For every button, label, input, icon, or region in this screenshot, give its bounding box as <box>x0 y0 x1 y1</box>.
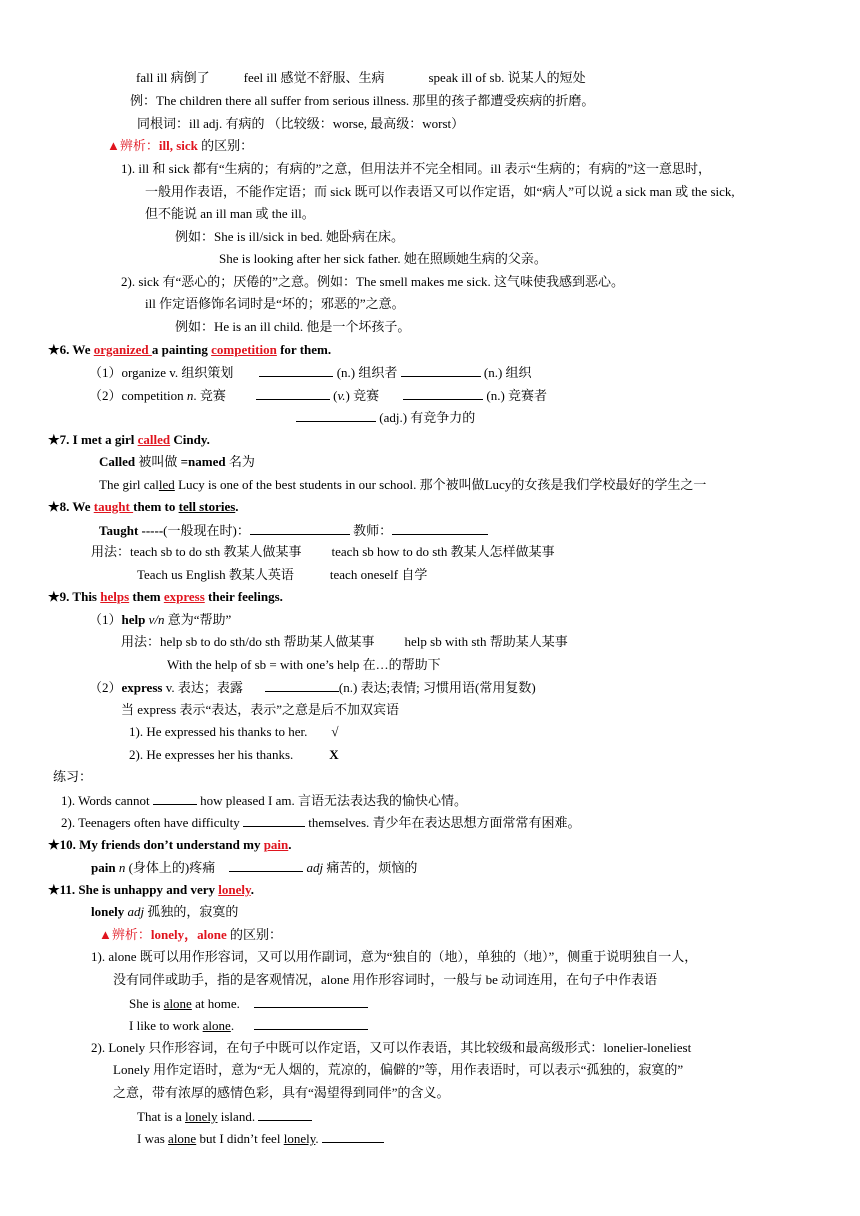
heading-9: ★9. This helps them express their feelings. <box>48 589 283 604</box>
line-help: （1）help v/n 意为“帮助” <box>89 612 232 627</box>
cross-mark-icon: X <box>329 747 339 762</box>
blank[interactable] <box>265 679 339 692</box>
line-example-illness: 例：The children there all suffer from serious illness. 那里的孩子都遭受疾病的折磨。 <box>130 93 595 108</box>
blank[interactable] <box>254 1017 368 1030</box>
line-lonely-2: 2). Lonely 只作形容词，在句子中既可以作定语，又可以作表语，其比较级和最高级形式：lonelier-loneliest <box>91 1040 692 1055</box>
line-distinguish-ill-sick: ▲辨析：ill, sick 的区别： <box>107 138 254 153</box>
line-pain: pain n (身体上的)疼痛 adj 痛苦的，烦恼的 <box>91 860 418 875</box>
heading-7: ★7. I met a girl called Cindy. <box>48 432 210 447</box>
line-teach-usage: 用法：teach sb to do sth 教某人做某事 teach sb how to do sth 教某人怎样做某事 <box>91 544 555 559</box>
line-ill-attributive: ill 作定语修饰名词时是“坏的；邪恶的”之意。 <box>145 296 405 311</box>
practice-2: 2). Teenagers often have difficulty themselves. 青少年在表达思想方面常常有困难。 <box>61 815 581 830</box>
line-alone-ex1: She is alone at home. <box>129 995 368 1012</box>
line-example-ill-child: 例如：He is an ill child. 他是一个坏孩子。 <box>175 319 411 334</box>
line-help-usage: 用法：help sb to do sth/do sth 帮助某人做某事 help sb with sth 帮助某人某事 <box>121 634 568 649</box>
line-express-note: 当 express 表示“表达，表示”之意是后不加双宾语 <box>121 702 400 717</box>
practice-1: 1). Words cannot how pleased I am. 言语无法表达我的愉快心情。 <box>61 793 467 808</box>
blank[interactable] <box>229 859 303 872</box>
line-ill-sick-1: 1). ill 和 sick 都有“生病的；有病的”之意，但用法并不完全相同。ill 表示“生病的；有病的”这一意思时， <box>121 161 712 176</box>
heading-11: ★11. She is unhappy and very lonely. <box>48 882 255 897</box>
line-lonely-ex1: That is a lonely island. <box>137 1108 312 1125</box>
line-organize: （1）organize v. 组织策划 (n.) 组织者 (n.) 组织 <box>89 365 532 380</box>
line-example-sick-bed: 例如：She is ill/sick in bed. 她卧病在床。 <box>175 229 404 244</box>
practice-label: 练习： <box>53 769 93 784</box>
line-competitive: (adj.) 有竞争力的 <box>296 409 475 426</box>
blank[interactable] <box>401 364 481 377</box>
line-taught: Taught -----(一般现在时)： 教师： <box>99 522 488 539</box>
line-lonely-2b: Lonely 用作定语时，意为“无人烟的，荒凉的，偏僻的”等，用作表语时，可以表示“孤独的，寂寞的” <box>113 1062 684 1077</box>
line-called: Called 被叫做 =named 名为 <box>99 454 255 469</box>
heading-6: ★6. We organized a painting competition for them. <box>48 342 332 357</box>
blank[interactable] <box>254 995 368 1008</box>
blank[interactable] <box>322 1130 384 1143</box>
line-ill-sick-1b: 一般用作表语，不能作定语；而 sick 既可以作表语又可以作定语，如“病人”可以说 a sick man 或 the sick, <box>145 184 735 199</box>
line-ill-sick-2: 2). sick 有“恶心的；厌倦的”之意。例如：The smell makes me sick. 这气味使我感到恶心。 <box>121 274 624 289</box>
blank[interactable] <box>258 1108 312 1121</box>
blank[interactable] <box>250 522 350 535</box>
line-lonely-2c: 之意，带有浓厚的感情色彩，具有“渴望得到同伴”的含义。 <box>113 1085 450 1100</box>
blank[interactable] <box>153 792 197 805</box>
line-express-ex2: 2). He expresses her his thanks. X <box>129 747 339 762</box>
line-cognate-ill: 同根词：ill adj. 有病的 （比较级：worse, 最高级：worst） <box>137 116 465 131</box>
blank[interactable] <box>296 409 376 422</box>
blank[interactable] <box>403 387 483 400</box>
blank[interactable] <box>256 387 330 400</box>
line-express: （2）express v. 表达；表露 (n.) 表达;表情; 习惯用语(常用复数) <box>89 680 536 695</box>
line-alone-1b: 没有同伴或助手，指的是客观情况，alone 用作形容词时，一般与 be 动词连用，在句子中作表语 <box>113 972 658 987</box>
line-competition: （2）competition n. 竞赛 (v.) 竞赛 (n.) 竞赛者 <box>89 388 548 403</box>
line-lonely-ex2: I was alone but I didn’t feel lonely. <box>137 1130 384 1147</box>
heading-8: ★8. We taught them to tell stories. <box>48 499 239 514</box>
blank[interactable] <box>392 522 488 535</box>
line-ill-sick-1c: 但不能说 an ill man 或 the ill。 <box>145 206 315 221</box>
check-mark-icon: √ <box>331 724 339 739</box>
heading-10: ★10. My friends don’t understand my pain. <box>48 837 292 852</box>
line-example-sick-father: She is looking after her sick father. 她在照顾她生病的父亲。 <box>219 251 547 266</box>
line-express-ex1: 1). He expressed his thanks to her. √ <box>129 724 339 739</box>
line-distinguish-lonely-alone: ▲辨析：lonely，alone 的区别： <box>99 927 282 942</box>
line-alone-ex2: I like to work alone. <box>129 1017 368 1034</box>
line-example-lucy: The girl called Lucy is one of the best students in our school. 那个被叫做Lucy的女孩是我们学校最好的学生之一 <box>99 477 707 492</box>
blank[interactable] <box>259 364 333 377</box>
line-teach-examples: Teach us English 教某人英语 teach oneself 自学 <box>137 567 428 582</box>
line-lonely: lonely adj 孤独的，寂寞的 <box>91 904 239 919</box>
line-alone-1: 1). alone 既可以用作形容词，又可以用作副词，意为“独自的（地），单独的（地）”，侧重于说明独自一人， <box>91 949 698 964</box>
line-ill-phrases: fall ill 病倒了 feel ill 感觉不舒服、生病 speak ill of sb. 说某人的短处 <box>136 70 586 85</box>
line-with-help: With the help of sb = with one’s help 在…的帮助下 <box>167 657 441 672</box>
blank[interactable] <box>243 814 305 827</box>
